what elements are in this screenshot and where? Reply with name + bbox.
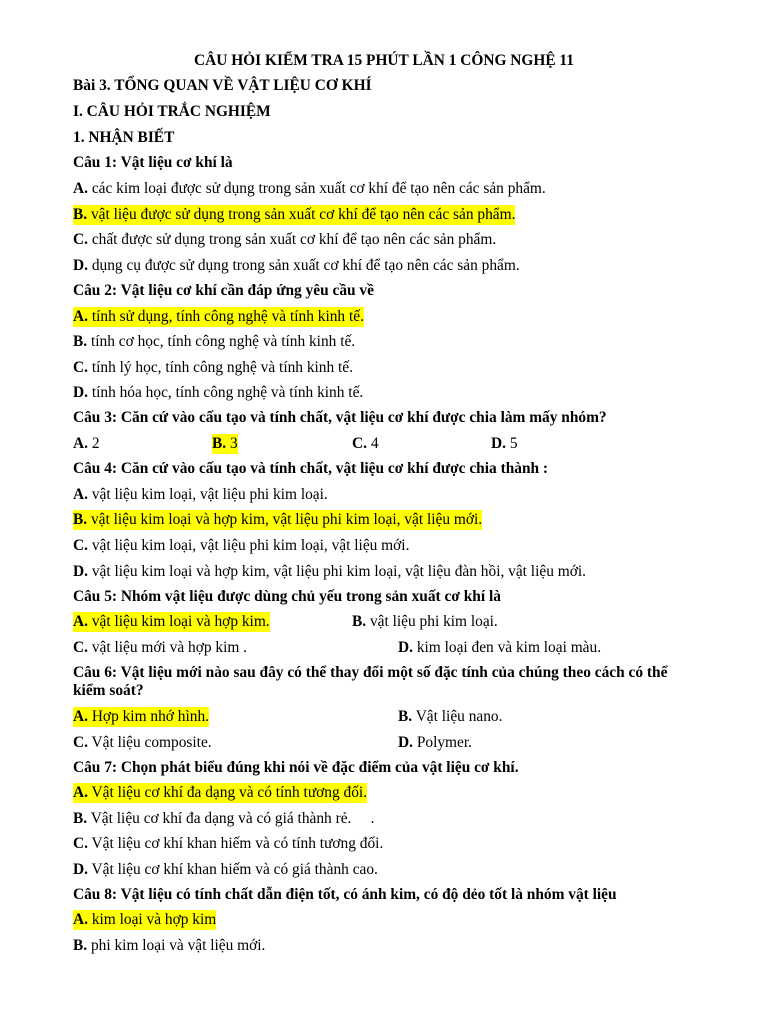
question-6: Câu 6: Vật liệu mới nào sau đây có thể thay đổi một số đặc tính của chúng theo cách có thể kiểm soát?	[73, 664, 668, 699]
q5-option-b: B. vật liệu phi kim loại.	[352, 613, 498, 630]
level-heading: 1. NHẬN BIẾT	[73, 129, 175, 146]
q3-option-a: A. 2	[73, 435, 100, 452]
q1-option-a: A. các kim loại được sử dụng trong sản xuất cơ khí để tạo nên các sản phẩm.	[73, 180, 546, 197]
q2-option-d: D. tính hóa học, tính công nghệ và tính kinh tế.	[73, 384, 364, 401]
q6-option-d: D. Polymer.	[398, 734, 472, 751]
section-heading: I. CÂU HỎI TRẮC NGHIỆM	[73, 103, 271, 120]
q4-option-b-answer: B. vật liệu kim loại và hợp kim, vật liệu phi kim loại, vật liệu mới.	[73, 511, 483, 528]
q1-option-b-answer: B. vật liệu được sử dụng trong sản xuất cơ khí để tạo nên các sản phẩm.	[73, 206, 516, 223]
q8-option-a-answer: A. kim loại và hợp kim	[73, 911, 217, 928]
q7-option-d: D. Vật liệu cơ khí khan hiếm và có giá thành cao.	[73, 861, 378, 878]
document-title: CÂU HỎI KIỂM TRA 15 PHÚT LẦN 1 CÔNG NGHỆ 11	[194, 52, 574, 69]
q8-option-b: B. phi kim loại và vật liệu mới.	[73, 937, 266, 954]
q2-option-c: C. tính lý học, tính công nghệ và tính kinh tế.	[73, 359, 353, 376]
q6-option-c: C. Vật liệu composite.	[73, 734, 212, 751]
q4-option-a: A. vật liệu kim loại, vật liệu phi kim loại.	[73, 486, 328, 503]
question-2: Câu 2: Vật liệu cơ khí cần đáp ứng yêu cầu về	[73, 282, 374, 299]
q1-option-c: C. chất được sử dụng trong sản xuất cơ khí để tạo nên các sản phẩm.	[73, 231, 497, 248]
q6-option-b: B. Vật liệu nano.	[398, 708, 503, 725]
q3-option-b-answer: B. 3	[212, 435, 238, 452]
q5-option-d: D. kim loại đen và kim loại màu.	[398, 639, 602, 656]
q1-option-d: D. dụng cụ được sử dụng trong sản xuất cơ khí để tạo nên các sản phẩm.	[73, 257, 520, 274]
q4-option-d: D. vật liệu kim loại và hợp kim, vật liệu phi kim loại, vật liệu đàn hồi, vật liệu mới.	[73, 563, 586, 580]
q5-option-c: C. vật liệu mới và hợp kim .	[73, 639, 248, 656]
question-5: Câu 5: Nhóm vật liệu được dùng chủ yếu trong sản xuất cơ khí là	[73, 588, 501, 605]
question-8: Câu 8: Vật liệu có tính chất dẫn điện tốt, có ánh kim, có độ dẻo tốt là nhóm vật liệu	[73, 886, 617, 903]
q7-option-c: C. Vật liệu cơ khí khan hiếm và có tính tương đối.	[73, 835, 384, 852]
question-1: Câu 1: Vật liệu cơ khí là	[73, 154, 233, 171]
q6-option-a-answer: A. Hợp kim nhớ hình.	[73, 708, 209, 725]
question-3: Câu 3: Căn cứ vào cấu tạo và tính chất, vật liệu cơ khí được chia làm mấy nhóm?	[73, 409, 607, 426]
q7-option-b: B. Vật liệu cơ khí đa dạng và có giá thành rẻ. .	[73, 810, 375, 827]
q3-option-d: D. 5	[491, 435, 518, 452]
q4-option-c: C. vật liệu kim loại, vật liệu phi kim loại, vật liệu mới.	[73, 537, 410, 554]
q3-option-c: C. 4	[352, 435, 379, 452]
q7-option-a-answer: A. Vật liệu cơ khí đa dạng và có tính tương đối.	[73, 784, 368, 801]
question-4: Câu 4: Căn cứ vào cấu tạo và tính chất, vật liệu cơ khí được chia thành :	[73, 460, 549, 477]
q2-option-a-answer: A. tính sử dụng, tính công nghệ và tính kinh tế.	[73, 308, 364, 325]
lesson-heading: Bài 3. TỔNG QUAN VỀ VẬT LIỆU CƠ KHÍ	[73, 77, 372, 94]
q2-option-b: B. tính cơ học, tính công nghệ và tính kinh tế.	[73, 333, 356, 350]
q5-option-a-answer: A. vật liệu kim loại và hợp kim.	[73, 613, 270, 630]
question-7: Câu 7: Chọn phát biểu đúng khi nói về đặc điểm của vật liệu cơ khí.	[73, 759, 519, 776]
